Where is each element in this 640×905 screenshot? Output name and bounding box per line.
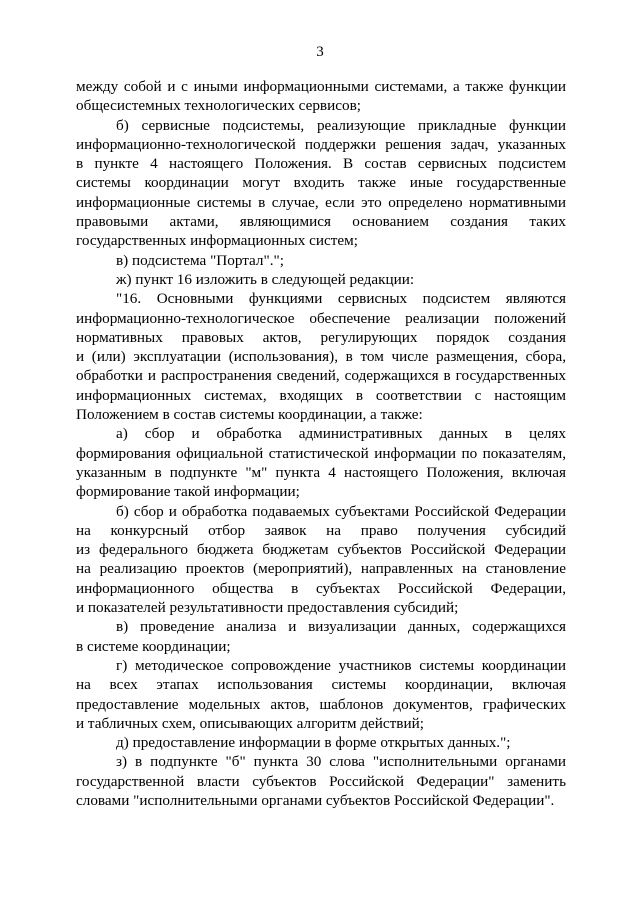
text-line: и показателей результативности предоставления субсидий; [76,599,459,617]
text-line: из федерального бюджета бюджетам субъектов Российской Федерации [76,541,566,559]
paragraph [76,502,566,618]
paragraph [76,251,566,270]
text-line: "16. Основными функциями сервисных подсистем являются [116,290,566,308]
text-line: информационного общества в субъектах Российской Федерации, [76,579,566,597]
text-line: общесистемных технологических сервисов; [76,97,361,115]
paragraph [76,270,566,289]
text-line: Положением в состав системы координации, а также: [76,406,423,424]
text-line: з) в подпункте "б" пункта 30 слова "исполнительными органами [116,753,566,771]
text-line: информационные системы в случае, если это определено нормативными [76,193,566,211]
text-line: ж) пункт 16 изложить в следующей редакции: [116,270,415,288]
text-line: системы координации могут входить также иные государственные [76,174,566,192]
paragraph [76,424,566,501]
text-line: на всех этапах использования системы координации, включая [76,676,566,694]
text-line: г) методическое сопровождение участников системы координации [116,656,566,674]
paragraph [76,289,566,424]
text-line: указанным в подпункте "м" пункта 4 настоящего Положения, включая [76,463,566,481]
text-line: информационных системах, входящих в соответствии с настоящим [76,386,566,404]
paragraph [76,617,566,656]
text-line: д) предоставление информации в форме открытых данных."; [116,734,511,752]
text-line: а) сбор и обработка административных данных в целях [116,425,566,443]
text-line: предоставление модельных актов, шаблонов документов, графических [76,695,566,713]
text-line: государственной власти субъектов Российской Федерации" заменить [76,772,566,790]
text-line: информационно-технологической поддержки решения задач, указанных [76,135,566,153]
text-line: информационно-технологическое обеспечение реализации положений [76,309,566,327]
text-line: на реализацию проектов (мероприятий), направленных на становление [76,560,566,578]
text-line: в) проведение анализа и визуализации данных, содержащихся [116,618,566,636]
text-line: и (или) эксплуатации (использования), в том числе размещения, сбора, [76,348,566,366]
paragraph [76,752,566,810]
text-line: в) подсистема "Портал"."; [116,251,284,269]
text-line: правовыми актами, являющимися основанием создания таких [76,213,566,231]
text-line: б) сервисные подсистемы, реализующие прикладные функции [116,116,566,134]
text-line: формирования официальной статистической информации по показателям, [76,444,566,462]
text-line: в пункте 4 настоящего Положения. В состав сервисных подсистем [76,155,566,173]
text-line: государственных информационных систем; [76,232,358,250]
text-line: обработки и распространения сведений, содержащихся в государственных [76,367,566,385]
document-body [76,77,566,810]
page-number: 3 [316,44,324,60]
paragraph [76,733,566,752]
paragraph [76,656,566,733]
text-line: и табличных схем, описывающих алгоритм действий; [76,714,424,732]
text-line: формирование такой информации; [76,483,300,501]
paragraph [76,77,566,116]
text-line: словами "исполнительными органами субъектов Российской Федерации". [76,791,555,809]
text-line: на конкурсный отбор заявок на право получения субсидий [76,521,566,539]
text-line: нормативных правовых актов, регулирующих порядок создания [76,328,566,346]
text-line: между собой и с иными информационными системами, а также функции [76,78,566,95]
text-line: в системе координации; [76,637,231,655]
text-line: б) сбор и обработка подаваемых субъектами Российской Федерации [116,502,566,520]
paragraph [76,116,566,251]
